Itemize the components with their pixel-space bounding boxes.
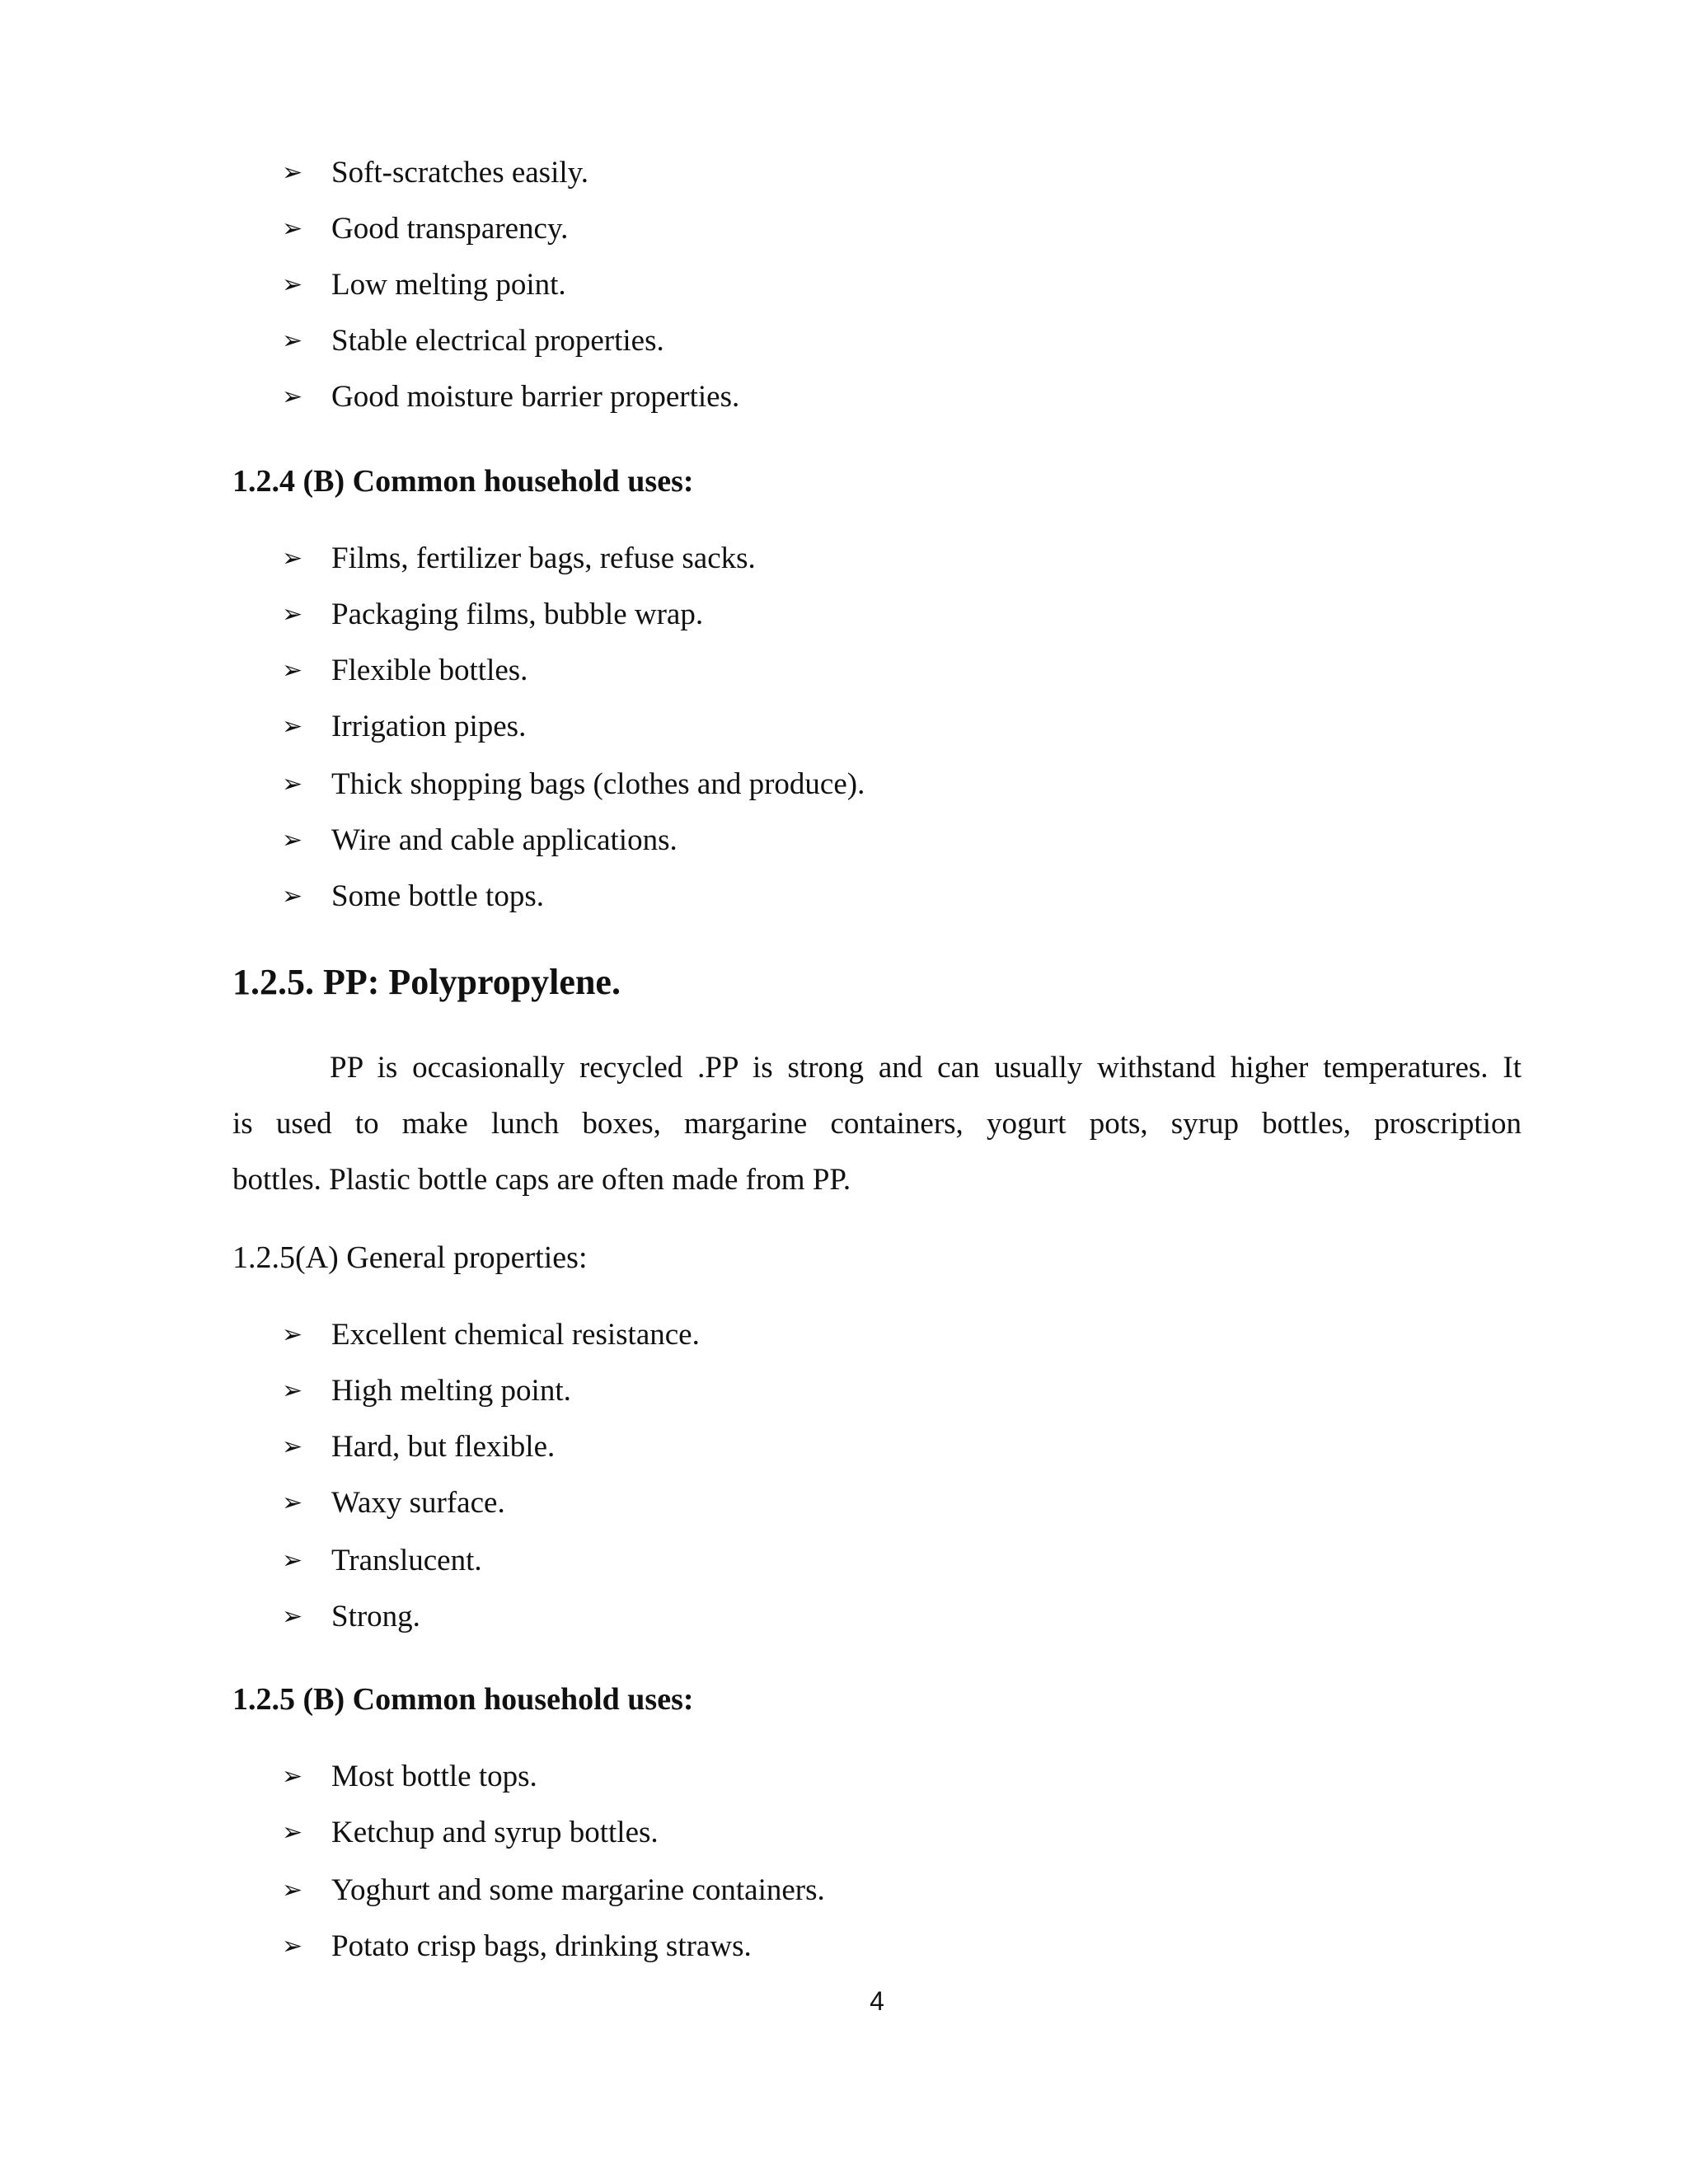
list-item [282, 267, 566, 305]
arrow-bullet-icon: ➢ [282, 770, 303, 799]
list-item-text: Some bottle tops. [331, 879, 544, 913]
section-heading-125: 1.2.5. PP: Polypropylene. [232, 962, 621, 1002]
list-item-text: Flexible bottles. [331, 654, 528, 687]
list-item [282, 1759, 537, 1797]
list-item-text: Irrigation pipes. [331, 710, 527, 743]
list-item-text: Stable electrical properties. [331, 324, 664, 358]
list-item [282, 766, 865, 804]
arrow-bullet-icon: ➢ [282, 1320, 303, 1349]
list-item [282, 541, 756, 579]
list-item [282, 211, 568, 249]
list-item-text: Excellent chemical resistance. [331, 1318, 700, 1352]
list-item [282, 653, 528, 691]
list-item-text: Packaging films, bubble wrap. [331, 598, 704, 631]
arrow-bullet-icon: ➢ [282, 382, 303, 411]
list-item [282, 155, 588, 193]
list-item-text: Good moisture barrier properties. [331, 380, 740, 414]
section-heading-124b: 1.2.4 (B) Common household uses: [232, 464, 694, 499]
list-item-text: Yoghurt and some margarine containers. [331, 1873, 825, 1907]
list-item-text: Good transparency. [331, 212, 569, 246]
list-item [282, 1373, 571, 1411]
arrow-bullet-icon: ➢ [282, 326, 303, 355]
list-item-text: Potato crisp bags, drinking straws. [331, 1929, 752, 1963]
list-item-text: Hard, but flexible. [331, 1430, 556, 1464]
arrow-bullet-icon: ➢ [282, 158, 303, 187]
arrow-bullet-icon: ➢ [282, 214, 303, 243]
arrow-bullet-icon: ➢ [282, 544, 303, 573]
list-item-text: Wire and cable applications. [331, 823, 678, 857]
list-item [282, 323, 664, 361]
arrow-bullet-icon: ➢ [282, 826, 303, 855]
page-number: 4 [870, 1986, 884, 2016]
list-item-text: Waxy surface. [331, 1486, 505, 1520]
list-item-text: Thick shopping bags (clothes and produce). [331, 767, 865, 801]
list-item [282, 1429, 555, 1467]
list-item [282, 1929, 752, 1966]
arrow-bullet-icon: ➢ [282, 600, 303, 629]
list-item-text: Low melting point. [331, 268, 566, 302]
list-item [282, 379, 739, 417]
arrow-bullet-icon: ➢ [282, 656, 303, 685]
arrow-bullet-icon: ➢ [282, 1488, 303, 1517]
arrow-bullet-icon: ➢ [282, 1432, 303, 1461]
list-item [282, 709, 526, 747]
list-item-text: Ketchup and syrup bottles. [331, 1816, 659, 1849]
list-item [282, 879, 544, 916]
list-item-text: Strong. [331, 1600, 420, 1633]
arrow-bullet-icon: ➢ [282, 1762, 303, 1791]
list-item [282, 597, 703, 635]
arrow-bullet-icon: ➢ [282, 1876, 303, 1905]
list-item-text: High melting point. [331, 1374, 571, 1408]
arrow-bullet-icon: ➢ [282, 1932, 303, 1961]
list-item-text: Soft-scratches easily. [331, 156, 588, 190]
paragraph-line: bottles. Plastic bottle caps are often made from PP. [232, 1163, 851, 1197]
list-item-text: Most bottle tops. [331, 1760, 537, 1793]
arrow-bullet-icon: ➢ [282, 1818, 303, 1847]
list-item [282, 823, 678, 860]
section-heading-125a: 1.2.5(A) General properties: [232, 1240, 588, 1275]
paragraph-line: is used to make lunch boxes, margarine containers, yogurt pots, syrup bottles, proscription [232, 1107, 1522, 1141]
arrow-bullet-icon: ➢ [282, 882, 303, 911]
arrow-bullet-icon: ➢ [282, 1602, 303, 1631]
arrow-bullet-icon: ➢ [282, 1376, 303, 1405]
section-heading-125b: 1.2.5 (B) Common household uses: [232, 1682, 694, 1717]
list-item [282, 1872, 825, 1910]
list-item-text: Films, fertilizer bags, refuse sacks. [331, 541, 756, 575]
list-item [282, 1543, 482, 1581]
arrow-bullet-icon: ➢ [282, 1546, 303, 1575]
list-item [282, 1485, 505, 1523]
arrow-bullet-icon: ➢ [282, 712, 303, 741]
paragraph-line: PP is occasionally recycled .PP is strong and can usually withstand higher temperatures. It [330, 1051, 1522, 1085]
list-item [282, 1815, 659, 1853]
list-item [282, 1599, 420, 1637]
arrow-bullet-icon: ➢ [282, 270, 303, 299]
list-item-text: Translucent. [331, 1544, 482, 1577]
list-item [282, 1317, 700, 1355]
